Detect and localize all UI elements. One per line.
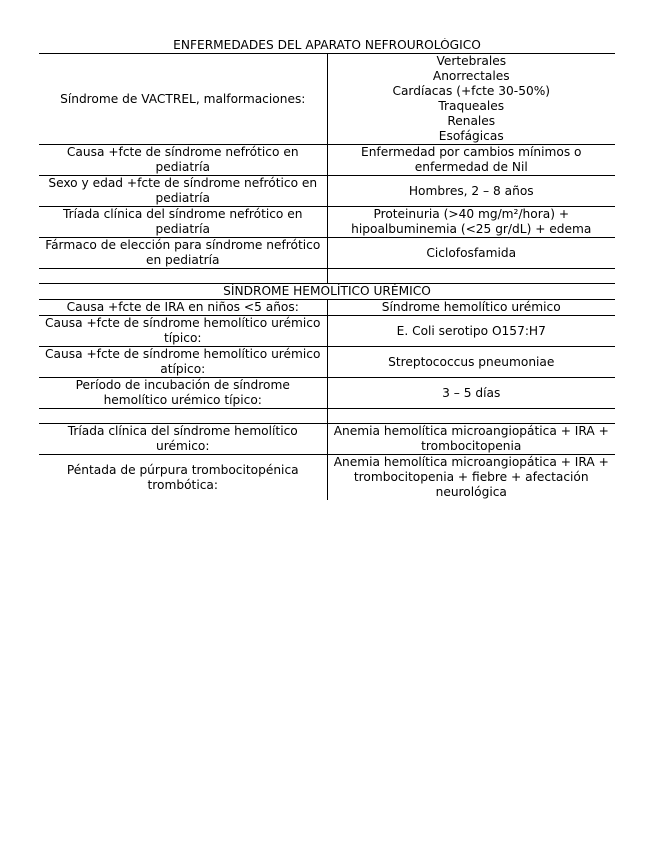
- vactrel-item: Renales: [447, 114, 496, 128]
- section-title-nefro: ENFERMEDADES DEL APARATO NEFROUROLÓGICO: [173, 38, 481, 52]
- empty-row: [39, 409, 615, 424]
- table-row: [39, 316, 615, 347]
- answer-cell: Enfermedad por cambios mínimos o enfermedad de Nil: [361, 145, 582, 174]
- question-cell: Causa +fcte de síndrome hemolítico urémico atípico:: [39, 347, 327, 378]
- answer-cell: E. Coli serotipo O157:H7: [396, 323, 546, 338]
- question-cell: Causa +fcte de síndrome hemolítico urémico típico:: [39, 316, 327, 347]
- table-row: [39, 300, 615, 316]
- question-cell: Período de incubación de síndrome hemolítico urémico típico:: [39, 378, 327, 409]
- empty-cell: [39, 269, 327, 284]
- question-cell: Tríada clínica del síndrome hemolítico urémico:: [39, 424, 327, 455]
- vactrel-item: Esofágicas: [438, 129, 504, 143]
- vactrel-item: Vertebrales: [436, 54, 507, 68]
- table-row: [39, 176, 615, 207]
- table-row: [39, 455, 615, 501]
- table-row: [39, 54, 615, 145]
- question-cell: Péntada de púrpura trombocitopénica trombótica:: [39, 455, 327, 501]
- table-row: [39, 347, 615, 378]
- vactrel-item: Anorrectales: [432, 69, 510, 83]
- vactrel-item: Traqueales: [438, 99, 505, 113]
- question-cell: Causa +fcte de IRA en niños <5 años:: [39, 300, 327, 316]
- section-header-row: [39, 284, 615, 300]
- answer-cell: Anemia hemolítica microangiopática + IRA + trombocitopenia: [333, 424, 609, 453]
- vactrel-item: Cardíacas (+fcte 30-50%): [392, 84, 551, 98]
- question-cell: Tríada clínica del síndrome nefrótico en pediatría: [39, 207, 327, 238]
- empty-cell: [327, 409, 615, 424]
- empty-row: [39, 269, 615, 284]
- question-cell: Causa +fcte de síndrome nefrótico en pediatría: [39, 145, 327, 176]
- answer-cell: Anemia hemolítica microangiopática + IRA + trombocitopenia + fiebre + afectación neurológica: [333, 455, 609, 499]
- table-row: [39, 238, 615, 269]
- answer-cell: Hombres, 2 – 8 años: [408, 183, 534, 198]
- section-header-row: [39, 38, 615, 54]
- question-cell: Sexo y edad +fcte de síndrome nefrótico en pediatría: [39, 176, 327, 207]
- table-row: [39, 145, 615, 176]
- table-row: [39, 424, 615, 455]
- knowledge-table: [39, 38, 615, 500]
- answer-cell: [327, 54, 615, 145]
- question-cell: Síndrome de VACTREL, malformaciones:: [39, 54, 327, 145]
- answer-cell: 3 – 5 días: [442, 385, 501, 400]
- table-row: [39, 378, 615, 409]
- empty-cell: [39, 409, 327, 424]
- section-title-shu: SÍNDROME HEMOLÍTICO URÉMICO: [223, 284, 431, 298]
- answer-cell: Proteinuria (>40 mg/m²/hora) + hipoalbuminemia (<25 gr/dL) + edema: [351, 207, 592, 236]
- answer-cell: Ciclofosfamida: [426, 245, 517, 260]
- answer-cell: Síndrome hemolítico urémico: [381, 300, 561, 314]
- empty-cell: [327, 269, 615, 284]
- question-cell: Fármaco de elección para síndrome nefrótico en pediatría: [39, 238, 327, 269]
- table-row: [39, 207, 615, 238]
- answer-cell: Streptococcus pneumoniae: [388, 354, 555, 369]
